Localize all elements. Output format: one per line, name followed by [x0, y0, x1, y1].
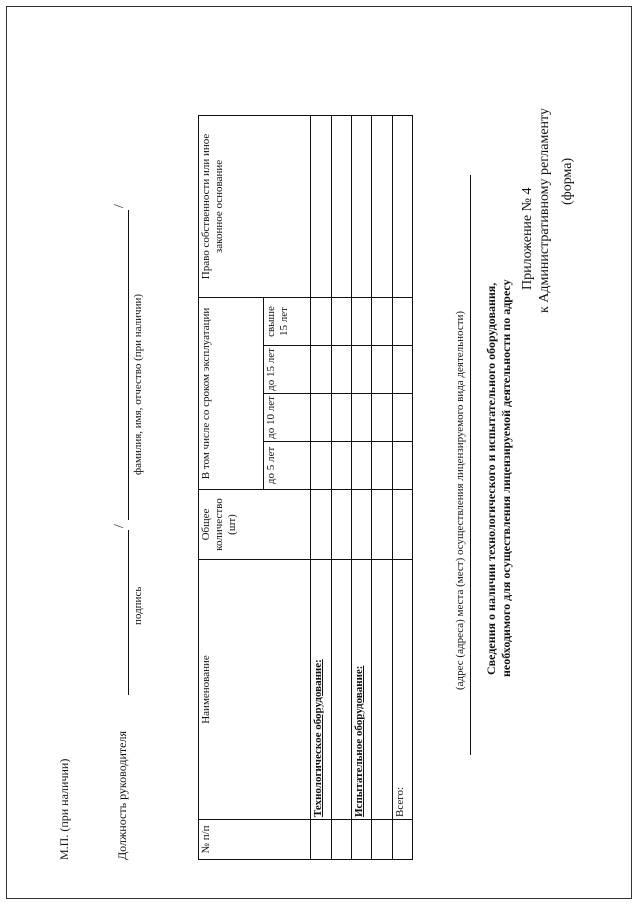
seal-label: М.П. (при наличии) [57, 758, 71, 860]
table-row [331, 115, 351, 859]
header-total: Общее количество (шт) [199, 490, 311, 560]
header-up-to-15: до 15 лет [263, 346, 311, 394]
signature-caption: подпись [132, 586, 144, 625]
signature-line [128, 530, 129, 695]
header-up-to-10: до 10 лет [263, 394, 311, 442]
position-label: Должность руководителя [115, 731, 129, 860]
address-caption: (адрес (адреса) места (мест) осуществления лицензируемого вида деятельности) [454, 310, 466, 690]
header-row [199, 115, 264, 859]
address-line [470, 175, 471, 755]
table-row [372, 115, 392, 859]
name-line [128, 210, 129, 520]
table-row [392, 115, 412, 859]
form-label: (форма) [560, 157, 575, 205]
separator-slash: / [112, 524, 127, 528]
equipment-table [198, 115, 413, 860]
header-ownership: Право собственности или иное законное основание [199, 115, 311, 297]
header-service-group: В том числе со сроком эксплуатации [199, 297, 264, 489]
header-number: № п/п [199, 820, 311, 860]
header-over-15: свыше 15 лет [263, 297, 311, 345]
appendix-reference: к Административному регламенту [537, 108, 552, 313]
title-line-1: Сведения о наличии технологического и испытательного оборудования, [484, 282, 498, 675]
table-row [351, 115, 371, 859]
total-label: Всего: [392, 560, 412, 820]
section-technological: Технологическое оборудование: [311, 560, 331, 820]
name-caption: фамилия, имя, отчество (при наличии) [132, 293, 144, 475]
header-up-to-5: до 5 лет [263, 442, 311, 490]
appendix-number: Приложение № 4 [520, 187, 535, 290]
title-line-2: необходимого для осуществления лицензируемой деятельности по адресу [499, 279, 513, 677]
header-name: Наименование [199, 560, 311, 820]
section-testing: Испытательное оборудование: [351, 560, 371, 820]
separator-slash-end: / [112, 204, 127, 208]
table-row [311, 115, 331, 859]
